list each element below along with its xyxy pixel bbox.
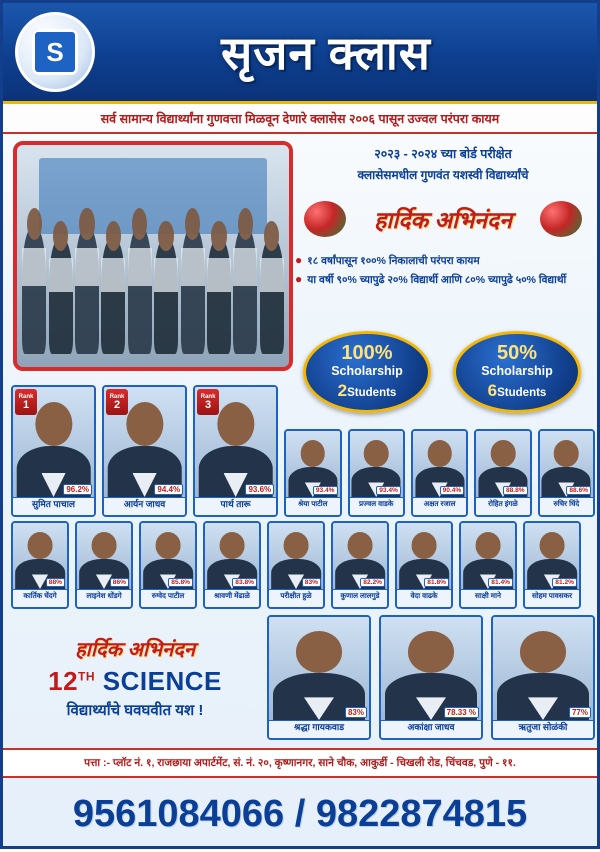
student-name: अकांक्षा जाधव xyxy=(381,720,481,738)
rank-label: Rank xyxy=(109,393,125,400)
scholarship-count-number: 6 xyxy=(487,380,498,400)
person-silhouette xyxy=(101,239,125,353)
student-card xyxy=(75,521,133,609)
student-card xyxy=(267,521,325,609)
student-name: साक्षी माने xyxy=(461,589,515,607)
person-silhouette xyxy=(49,239,73,353)
percentage-badge: 85.8% xyxy=(168,578,193,587)
exam-info-block xyxy=(295,145,591,287)
student-name: अक्षत रजाल xyxy=(413,497,466,515)
student-card xyxy=(474,429,531,517)
person-silhouette xyxy=(154,239,178,353)
head-shape xyxy=(427,440,452,466)
rank-label: Rank xyxy=(18,393,34,400)
head-shape xyxy=(301,440,326,466)
rank-label: Rank xyxy=(200,393,216,400)
students-row-middle xyxy=(11,521,595,609)
student-card xyxy=(203,521,261,609)
percentage-badge: 96.2% xyxy=(63,484,92,495)
head-shape xyxy=(540,532,565,558)
tagline: सर्व सामान्य विद्यार्थ्यांना गुणवत्ता मिळवून देणारे क्लासेस २००६ पासून उज्वल परंपरा कायम xyxy=(3,104,597,134)
highlight-text: १८ वर्षांपासून १००% निकालाची परंपरा कायम xyxy=(307,255,480,267)
percentage-badge: 93.4% xyxy=(313,486,338,495)
highlight-item xyxy=(295,273,591,287)
student-name: लाइनेश धोंडगे xyxy=(77,589,131,607)
head-shape xyxy=(296,631,342,672)
bullet-dot-icon: ● xyxy=(295,272,303,286)
rank-number: 2 xyxy=(113,398,121,411)
highlights-list xyxy=(295,254,591,287)
head-shape xyxy=(491,440,516,466)
head-shape xyxy=(412,532,437,558)
group-photo xyxy=(13,141,293,371)
person-silhouette xyxy=(233,228,257,354)
head-shape xyxy=(364,440,389,466)
student-name: श्रद्धा गायकवाड xyxy=(269,720,369,738)
student-photo xyxy=(333,523,387,589)
student-photo xyxy=(413,431,466,497)
science-students-row xyxy=(267,615,595,740)
head-shape xyxy=(217,402,254,446)
student-photo xyxy=(269,523,323,589)
student-card xyxy=(491,615,595,740)
student-card xyxy=(193,385,278,517)
student-card xyxy=(523,521,581,609)
student-photo xyxy=(397,523,451,589)
rank-badge xyxy=(15,389,37,415)
student-photo xyxy=(540,431,593,497)
class-number: 12 xyxy=(48,666,79,696)
student-photo xyxy=(205,523,259,589)
student-photo xyxy=(476,431,529,497)
photo-people xyxy=(22,207,283,354)
person-silhouette xyxy=(128,228,152,354)
exam-subtitle-line: क्लासेसमधील गुणवंत यशस्वी विद्यार्थ्यांचे xyxy=(357,168,529,182)
student-card xyxy=(331,521,389,609)
person-silhouette xyxy=(75,228,99,354)
science-subtitle: विद्यार्थ्यांचे घवघवीत यश ! xyxy=(66,702,204,719)
student-photo xyxy=(381,617,481,720)
student-card xyxy=(411,429,468,517)
class-heading xyxy=(48,666,222,697)
rank-badge xyxy=(197,389,219,415)
bottom-section xyxy=(11,615,595,740)
rank-badge xyxy=(106,389,128,415)
student-card xyxy=(267,615,371,740)
class-suffix: TH xyxy=(78,669,96,684)
student-photo xyxy=(350,431,403,497)
rank-number: 1 xyxy=(22,398,30,411)
exam-year-line: २०२३ - २०२४ च्या बोर्ड परीक्षेत xyxy=(374,147,512,161)
science-highlight xyxy=(11,615,259,740)
student-name: सुमित पाचाल xyxy=(13,497,94,515)
head-shape xyxy=(156,532,181,558)
student-name: ऋतुजा सोळंकी xyxy=(493,720,593,738)
highlight-item xyxy=(295,254,591,268)
student-photo xyxy=(141,523,195,589)
head-shape xyxy=(554,440,579,466)
student-photo xyxy=(493,617,593,720)
congratulations-text: हार्दिक अभिनंदन xyxy=(75,639,195,661)
student-card xyxy=(538,429,595,517)
head-shape xyxy=(348,532,373,558)
student-card xyxy=(459,521,517,609)
flower-icon xyxy=(304,201,346,237)
head-shape xyxy=(28,532,53,558)
student-name: कार्तिक चेंदगे xyxy=(13,589,67,607)
percentage-badge: 77% xyxy=(569,707,591,718)
percentage-badge: 83% xyxy=(302,578,321,587)
head-shape xyxy=(520,631,566,672)
congratulations-banner xyxy=(304,189,582,249)
rank-number: 3 xyxy=(205,398,212,411)
student-name: परीक्षीत हुळे xyxy=(269,589,323,607)
student-name: रुचिर धिंदे xyxy=(540,497,593,515)
head-shape xyxy=(35,402,72,446)
head-shape xyxy=(284,532,309,558)
graduation-book-icon: S xyxy=(32,29,78,75)
stream-name: SCIENCE xyxy=(102,666,222,696)
percentage-badge: 86% xyxy=(110,578,129,587)
percentage-badge: 90.4% xyxy=(440,486,465,495)
poster-header xyxy=(3,3,597,104)
percentage-badge: 81.2% xyxy=(552,578,577,587)
student-name: प्रज्वल वाडके xyxy=(350,497,403,515)
student-card xyxy=(379,615,483,740)
percentage-badge: 78.33 % xyxy=(444,707,479,718)
percentage-badge: 82.2% xyxy=(360,578,385,587)
head-shape xyxy=(92,532,117,558)
student-name: कुणाल लालगुडे xyxy=(333,589,387,607)
scholarship-percent: 100% xyxy=(341,342,393,365)
head-shape xyxy=(126,402,163,446)
flower-icon xyxy=(540,201,582,237)
percentage-badge: 81.4% xyxy=(488,578,513,587)
student-card xyxy=(102,385,187,517)
student-photo xyxy=(525,523,579,589)
student-photo xyxy=(104,387,185,497)
student-name: आर्यन जाधव xyxy=(104,497,185,515)
scholarship-percent: 50% xyxy=(496,342,538,365)
student-photo xyxy=(195,387,276,497)
address-bar: पत्ता :- प्लॉट नं. १, राजछाया अपार्टमेंट, सं. नं. २०, कृष्णानगर, साने चौक, आकुर्डी - चिखली रोड, चिंचवड, पुणे - ११. xyxy=(3,748,597,778)
student-name: श्रावणी मेंढाळे xyxy=(205,589,259,607)
student-card xyxy=(284,429,341,517)
percentage-badge: 88.6% xyxy=(566,486,591,495)
scholarship-count-number: 2 xyxy=(337,380,348,400)
scholarship-count-label: Students xyxy=(497,386,547,399)
student-photo xyxy=(13,387,94,497)
student-photo xyxy=(461,523,515,589)
student-name: श्रेया पाटील xyxy=(286,497,339,515)
person-silhouette xyxy=(207,239,231,353)
percentage-badge: 88.8% xyxy=(503,486,528,495)
highlight-text: या वर्षी ९०% च्यापुढे २०% विद्यार्थी आणि ८०% च्यापुढे ५०% विद्यार्थी xyxy=(307,274,567,286)
person-silhouette xyxy=(181,228,205,354)
percentage-badge: 83% xyxy=(345,707,367,718)
head-shape xyxy=(220,532,245,558)
student-card xyxy=(348,429,405,517)
person-silhouette xyxy=(260,239,284,353)
congratulations-text: हार्दिक अभिनंदन xyxy=(374,207,512,233)
student-photo xyxy=(77,523,131,589)
phone-numbers[interactable]: 9561084066 / 9822874815 xyxy=(72,792,528,835)
percentage-badge: 93.6% xyxy=(245,484,274,495)
student-name: पार्थ तारू xyxy=(195,497,276,515)
brand-title: सृजन क्लास xyxy=(221,27,431,79)
student-photo xyxy=(269,617,369,720)
student-card xyxy=(395,521,453,609)
percentage-badge: 88% xyxy=(46,578,65,587)
head-shape xyxy=(476,532,501,558)
scholarship-label: Scholarship xyxy=(331,364,403,379)
scholarship-count-label: Students xyxy=(347,386,397,399)
percentage-badge: 93.4% xyxy=(376,486,401,495)
percentage-badge: 94.4% xyxy=(154,484,183,495)
student-card xyxy=(139,521,197,609)
student-name: रोहित इंगळे xyxy=(476,497,529,515)
student-card xyxy=(11,521,69,609)
head-shape xyxy=(408,631,454,672)
student-name: रुग्वेद पाटील xyxy=(141,589,195,607)
percentage-badge: 81.8% xyxy=(424,578,449,587)
percentage-badge: 83.8% xyxy=(232,578,257,587)
toppers-row xyxy=(11,385,595,517)
logo xyxy=(15,12,95,92)
student-name: वेदा वाढके xyxy=(397,589,451,607)
person-silhouette xyxy=(22,228,46,354)
bullet-dot-icon: ● xyxy=(295,253,303,267)
student-name: सोहम पावसकर xyxy=(525,589,579,607)
student-photo xyxy=(286,431,339,497)
student-card xyxy=(11,385,96,517)
scholarship-label: Scholarship xyxy=(481,364,553,379)
student-photo xyxy=(13,523,67,589)
